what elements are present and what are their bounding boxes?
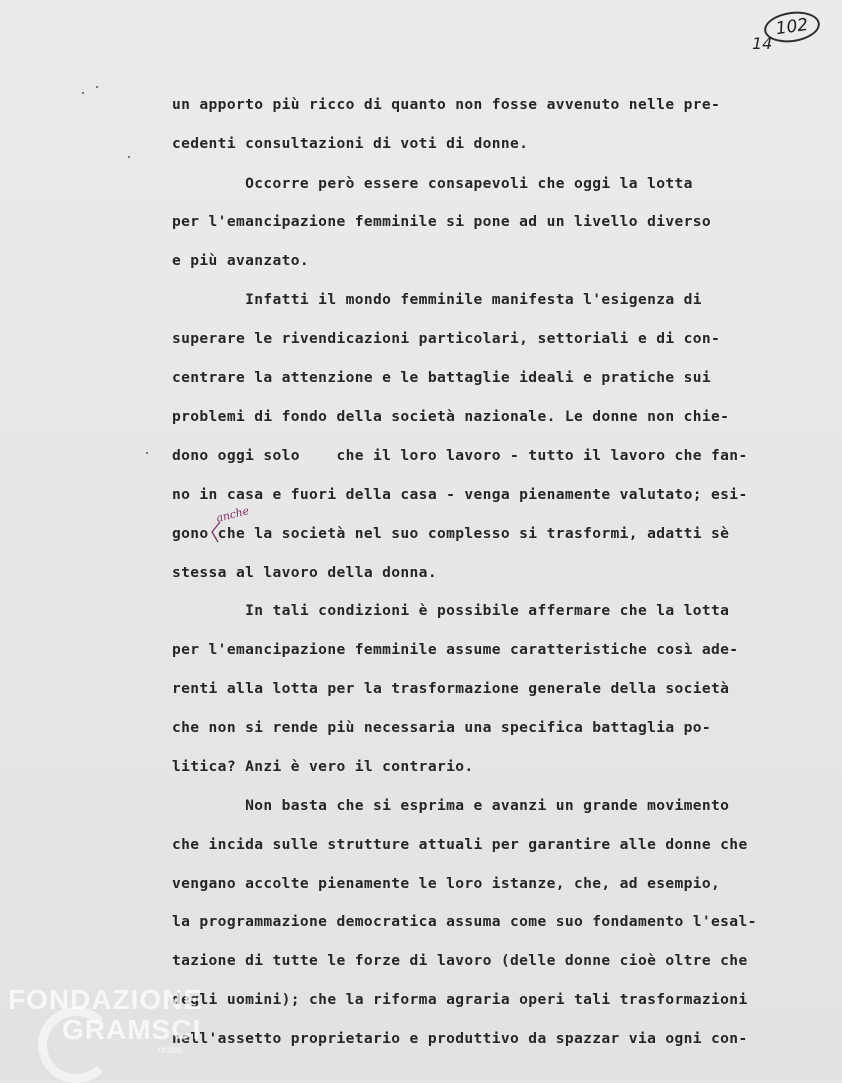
text-line: Infatti il mondo femminile manifesta l'esigenza di xyxy=(172,291,702,308)
text-line: superare le rivendicazioni particolari, settoriali e di con- xyxy=(172,330,721,347)
text-line: che incida sulle strutture attuali per garantire alle donne che xyxy=(172,836,748,853)
speck xyxy=(146,452,148,454)
insertion-caret-icon xyxy=(208,520,222,544)
text-line: centrare la attenzione e le battaglie ideali e pratiche sui xyxy=(172,369,712,386)
speck xyxy=(82,92,84,94)
speck xyxy=(96,86,98,88)
text-line: gono che la società nel suo complesso si trasformi, adatti sè xyxy=(172,525,730,542)
watermark-line2: GRAMSCI xyxy=(62,1014,202,1045)
text-line: problemi di fondo della società nazionale. Le donne non chie- xyxy=(172,408,730,425)
text-line: no in casa e fuori della casa - venga pienamente valutato; esi- xyxy=(172,486,748,503)
text-line: la programmazione democratica assuma come suo fondamento l'esal- xyxy=(172,913,757,930)
text-line: cedenti consultazioni di voti di donne. xyxy=(172,135,529,152)
text-line: renti alla lotta per la trasformazione generale della società xyxy=(172,680,730,697)
watermark-logo-icon xyxy=(38,1007,114,1083)
text-line: Non basta che si esprima e avanzi un grande movimento xyxy=(172,797,730,814)
text-line: tazione di tutte le forze di lavoro (delle donne cioè oltre che xyxy=(172,952,748,969)
text-line: litica? Anzi è vero il contrario. xyxy=(172,758,474,775)
text-line: che non si rende più necessaria una specifica battaglia po- xyxy=(172,719,712,736)
text-line: un apporto più ricco di quanto non fosse avvenuto nelle pre- xyxy=(172,96,721,113)
text-line: stessa al lavoro della donna. xyxy=(172,564,437,581)
handwritten-insertion: anche xyxy=(214,504,251,525)
text-line: In tali condizioni è possibile affermare che la lotta xyxy=(172,602,730,619)
archive-number-stamp: 102 xyxy=(762,8,822,46)
text-line: nell'assetto proprietario e produttivo da spazzar via ogni con- xyxy=(172,1030,748,1047)
text-line: vengano accolte pienamente le loro istanze, che, ad esempio, xyxy=(172,875,721,892)
text-line: e più avanzato. xyxy=(172,252,310,269)
text-line: per l'emancipazione femminile si pone ad un livello diverso xyxy=(172,213,712,230)
text-line: per l'emancipazione femminile assume caratteristiche così ade- xyxy=(172,641,739,658)
text-line: Occorre però essere consapevoli che oggi la lotta xyxy=(172,175,693,192)
watermark-line3: onlus xyxy=(158,1045,182,1056)
watermark-line1: FONDAZIONE xyxy=(8,984,204,1015)
text-line: dono oggi solo che il loro lavoro - tutto il lavoro che fan- xyxy=(172,447,748,464)
page-number: 14 xyxy=(752,34,773,53)
speck xyxy=(128,156,130,158)
text-line: degli uomini); che la riforma agraria operi tali trasformazioni xyxy=(172,991,748,1008)
